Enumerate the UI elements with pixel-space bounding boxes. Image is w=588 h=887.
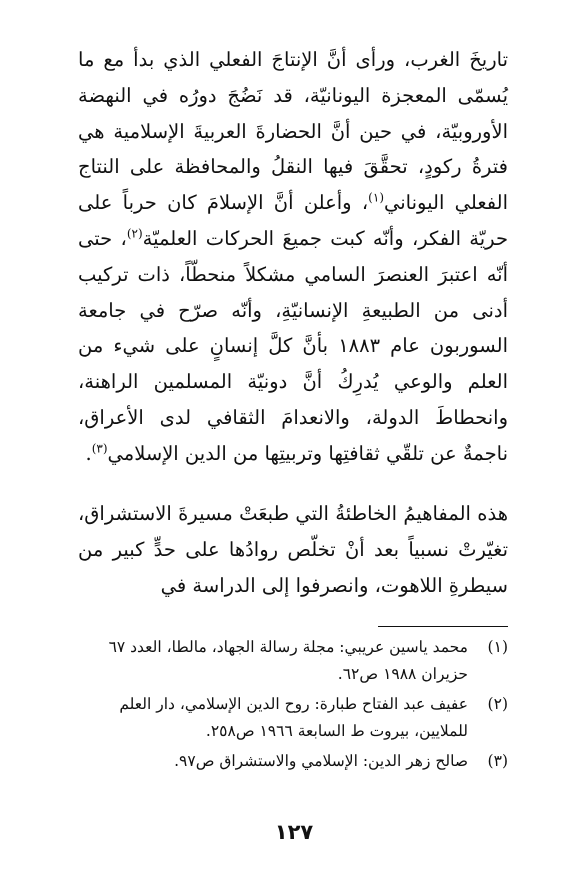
body-paragraph-1 — [78, 42, 508, 472]
body-paragraph-2: هذه المفاهيمُ الخاطئةُ التي طبعَتْ مسيرةَ الاستشراق، تغيّرتْ نسبياً بعد أنْ تخلّص روادُها على حدٍّ كبير من سيطرةِ اللاهوت، وانصرفوا إلى الدراسة في — [78, 502, 508, 597]
footnote-ref-3[interactable]: (٣) — [91, 441, 108, 456]
footnote-number: (٣) — [487, 752, 508, 770]
footnote-ref-2[interactable]: (٢) — [126, 226, 143, 241]
footnote-text: صالح زهر الدين: الإسلامي والاستشراق ص٩٧. — [174, 752, 468, 770]
footnote-text: عفيف عبد الفتاح طبارة: روح الدين الإسلامي، دار العلم للملايين، بيروت ط السابعة ١٩٦٦ ص٢٥٨. — [119, 695, 468, 740]
body-text-segment: تاريخَ الغرب، ورأى أنَّ الإنتاجَ الفعلي الذي بدأ مع ما يُسمّى المعجزة اليونانيّة، قد نَضُجَ دورُه في النهضة الأوروبيّة، في حين أنَّ الحضارةَ العربيةَ الإسلامية هي فترةُ ركودٍ، تحقَّقَ فيها النقلُ والمحافظة على النتاج الفعلي اليوناني — [78, 48, 508, 215]
footnote-item — [78, 691, 508, 745]
body-text-segment: ، حتى أنّه اعتبرَ العنصرَ السامي مشكلاً منحطّاً، ذات تركيب أدنى من الطبيعةِ الإنسانيّةِ، وأنّه صرّح في جامعة السوربون عام ١٨٨٣ بأنَّ كلَّ إنسانٍ على شيء من العلم والوعي يُدرِكُ أنَّ دونيّة المسلمين الراهنة، وانحطاطَ الدولة، والانعدامَ الثقافي لدى الأعراق، ناجمةٌ عن تلقّي ثقافتِها وتربيتِها من الدين الإسلامي — [78, 226, 508, 465]
footnote-ref-1[interactable]: (١) — [368, 190, 384, 205]
footnote-number: (١) — [487, 638, 508, 656]
footnote-item — [78, 634, 508, 688]
page-number: ١٢٧ — [274, 820, 314, 844]
body-text-segment: ، وأعلن أنَّ الإسلامَ كان حرباً على حريّة الفكر، وأنّه كبت جميعَ الحركات العلميّة — [78, 191, 508, 250]
footnote-text: محمد ياسين عريبي: مجلة رسالة الجهاد، مالطا، العدد ٦٧ حزيران ١٩٨٨ ص٦٢. — [108, 638, 468, 683]
footnote-number: (٢) — [487, 695, 508, 713]
footnote-separator — [378, 626, 508, 627]
footnote-item — [78, 748, 508, 775]
footnotes-list — [78, 634, 508, 778]
body-text-segment: . — [85, 441, 92, 465]
